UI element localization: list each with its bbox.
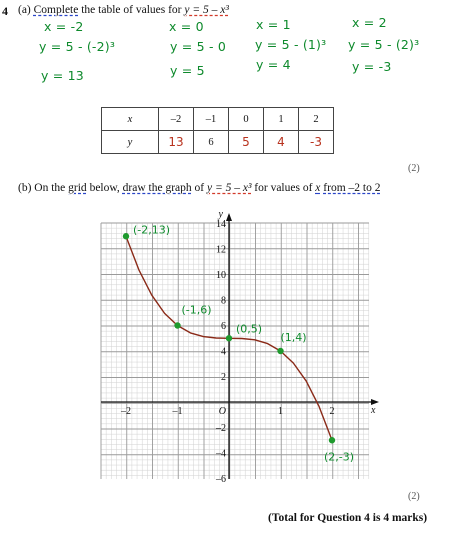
part-a-equation: y = 5 – x³ <box>184 4 229 16</box>
part-b-pre: On the <box>34 182 69 194</box>
part-b-mid3: for values of <box>251 182 316 194</box>
table-y-cell-answer: -3 <box>299 131 334 154</box>
x-tick-label: 1 <box>278 406 283 417</box>
x-axis-label: x <box>371 405 376 416</box>
table-y-header: y <box>102 131 159 154</box>
plotted-point <box>329 437 335 443</box>
table-x-cell: 1 <box>264 108 299 131</box>
table-x-cell: 0 <box>229 108 264 131</box>
working-col-1-line-2: y = 5 - (-2)³ <box>39 39 116 54</box>
y-tick-label: 4 <box>221 346 226 358</box>
part-a-text: the table of values for <box>78 4 185 16</box>
table-y-cell-printed: 6 <box>194 131 229 154</box>
plotted-point <box>174 322 180 328</box>
working-col-3-line-1: x = 1 <box>256 17 291 32</box>
y-axis-arrow <box>226 213 232 221</box>
point-label: (1,4) <box>280 331 307 344</box>
x-tick-label: –1 <box>172 406 183 417</box>
working-col-2-line-3: y = 5 <box>170 63 205 78</box>
x-tick-label: 2 <box>329 406 335 417</box>
y-tick-label: 8 <box>221 295 226 307</box>
plotted-point <box>123 233 129 239</box>
table-y-cell-answer: 4 <box>264 131 299 154</box>
part-b-mid1: below, <box>86 182 123 194</box>
plotted-point <box>277 348 283 354</box>
table-x-cell: –1 <box>194 108 229 131</box>
point-label: (2,-3) <box>324 450 355 464</box>
working-col-4-line-2: y = 5 - (2)³ <box>348 37 420 52</box>
table-y-cell-answer: 13 <box>159 131 194 154</box>
table-x-cell: –2 <box>159 108 194 131</box>
point-label: (-1,6) <box>181 303 212 317</box>
grid-keyword: grid <box>68 182 87 194</box>
working-col-3-line-2: y = 5 - (1)³ <box>255 37 327 52</box>
origin-label: O <box>218 406 226 417</box>
point-label: (-2,13) <box>133 223 171 237</box>
marks-part-a: (2) <box>408 163 420 174</box>
x-keyword: x <box>315 182 321 194</box>
working-col-3-line-3: y = 4 <box>256 57 291 72</box>
part-b-equation: y = 5 – x³ <box>207 182 252 194</box>
working-col-2-line-1: x = 0 <box>169 19 204 34</box>
y-tick-label: 14 <box>216 219 226 230</box>
part-b-label: (b) <box>18 182 32 194</box>
total-marks: (Total for Question 4 is 4 marks) <box>268 512 428 524</box>
y-tick-label: 12 <box>216 244 226 256</box>
working-col-2-line-2: y = 5 - 0 <box>170 39 226 54</box>
x-tick-label: –2 <box>121 406 131 417</box>
working-col-1-line-3: y = 13 <box>41 68 84 83</box>
plotted-point <box>226 335 232 341</box>
y-tick-label: 10 <box>216 270 226 281</box>
y-tick-label: 6 <box>221 321 226 332</box>
complete-keyword: Complete <box>33 4 79 16</box>
y-axis-label: y <box>218 209 223 220</box>
working-col-4-line-1: x = 2 <box>352 15 387 30</box>
y-tick-label: –6 <box>216 474 226 485</box>
working-col-4-line-3: y = -3 <box>352 59 392 74</box>
marks-part-b: (2) <box>408 491 420 502</box>
draw-keyword: draw the graph <box>122 182 192 194</box>
table-x-header: x <box>102 108 159 131</box>
table-x-cell: 2 <box>299 108 334 131</box>
y-tick-label: –2 <box>216 423 226 434</box>
question-number: 4 <box>2 4 8 18</box>
table-y-cell-answer: 5 <box>229 131 264 154</box>
part-a-label: (a) <box>18 4 31 16</box>
y-tick-label: –4 <box>216 448 226 460</box>
working-col-1-line-1: x = -2 <box>44 19 84 34</box>
y-tick-label: 2 <box>221 372 226 383</box>
part-b-mid2: of <box>191 182 207 194</box>
range-keyword: from –2 to 2 <box>323 182 381 194</box>
point-label: (0,5) <box>236 322 263 336</box>
